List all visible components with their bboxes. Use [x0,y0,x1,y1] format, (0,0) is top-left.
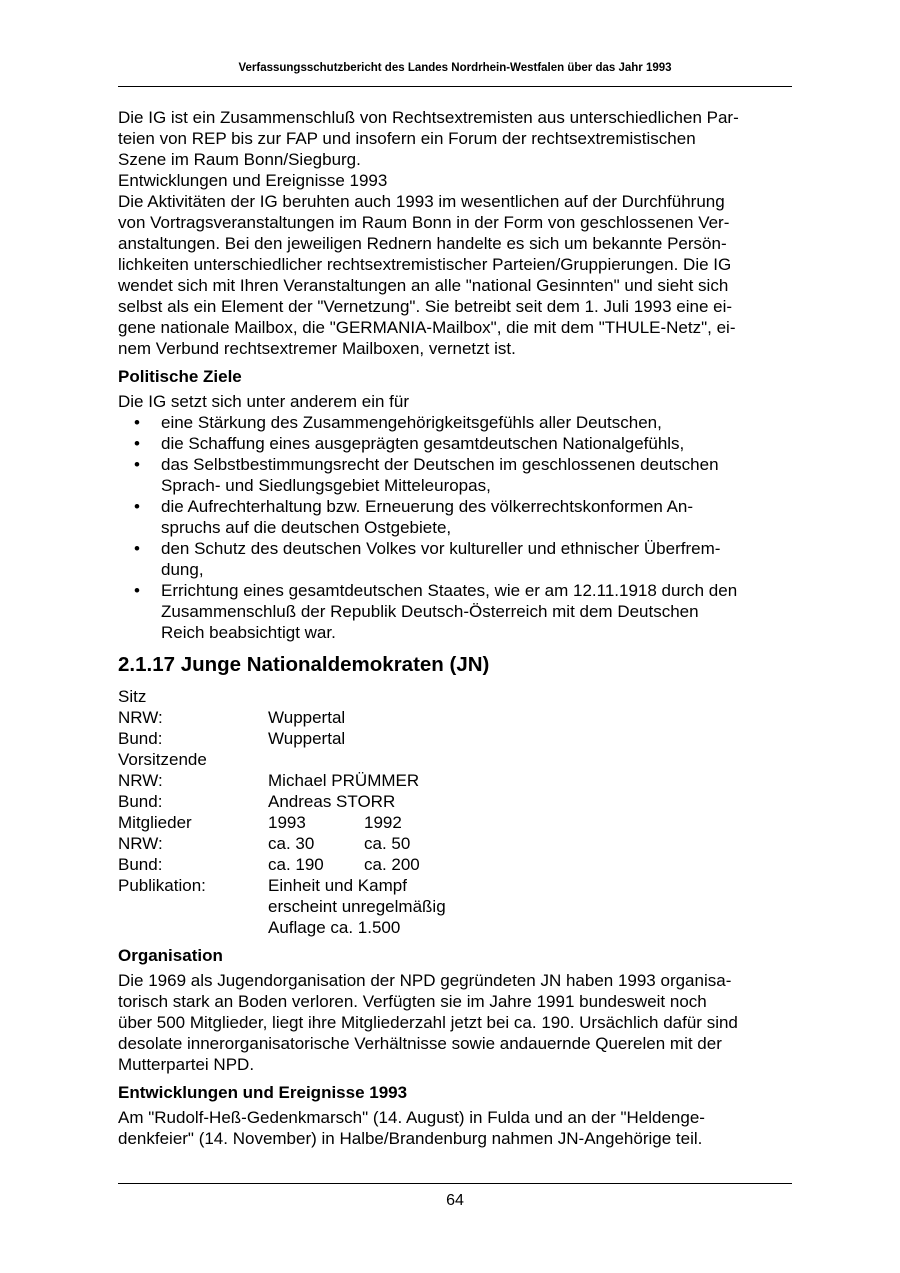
fact-value: Einheit und Kampf [268,876,407,895]
fact-value: ca. 30 [268,834,315,853]
ig-intro-paragraph [118,107,792,170]
fact-value: 1993 [268,813,306,832]
goals-intro: Die IG setzt sich unter anderem ein für [118,392,410,411]
fact-label: Bund: [118,729,163,748]
fact-value: Auflage ca. 1.500 [268,918,401,937]
text-line: die Aufrechterhaltung bzw. Erneuerung des völkerrechtskonformen An- [161,497,694,516]
table-row [118,770,792,791]
text-line: torisch stark an Boden verloren. Verfügten sie im Jahre 1991 bundesweit noch [118,992,707,1011]
list-item [134,580,792,643]
fact-label: Sitz [118,687,147,706]
fact-label: Mitglieder [118,813,192,832]
ig-events-heading: Entwicklungen und Ereignisse 1993 [118,171,388,190]
table-row [118,707,792,728]
jn-events-heading: Entwicklungen und Ereignisse 1993 [118,1083,408,1102]
fact-value: Wuppertal [268,708,346,727]
fact-label: NRW: [118,708,163,727]
text-line: denkfeier" (14. November) in Halbe/Brandenburg nahmen JN-Angehörige teil. [118,1129,703,1148]
text-line: spruchs auf die deutschen Ostgebiete, [161,518,452,537]
bullet-icon: • [134,581,140,600]
table-row [118,917,792,938]
header-rule [118,86,792,87]
text-line: Reich beabsichtigt war. [161,623,336,642]
text-line: Mutterpartei NPD. [118,1055,255,1074]
fact-value: erscheint unregelmäßig [268,897,446,916]
page-body [118,107,792,1149]
fact-label: NRW: [118,834,163,853]
footer-rule [118,1183,792,1184]
fact-value [268,749,364,770]
text-line: wendet sich mit Ihren Veranstaltungen an alle "national Gesinnten" und sieht sich [118,276,729,295]
fact-value-2: ca. 50 [364,834,411,853]
ig-events-paragraph [118,191,792,359]
table-row [118,875,792,896]
table-row [118,791,792,812]
fact-label: Vorsitzende [118,750,207,769]
goals-heading: Politische Ziele [118,367,242,386]
text-line: nem Verbund rechtsextremer Mailboxen, vernetzt ist. [118,339,516,358]
list-item [134,496,792,538]
fact-value: Wuppertal [268,729,346,748]
section-heading-jn: 2.1.17 Junge Nationaldemokraten (JN) [118,653,490,676]
text-line: Szene im Raum Bonn/Siegburg. [118,150,361,169]
table-row [118,812,792,833]
fact-value-2: ca. 200 [364,855,420,874]
table-row [118,833,792,854]
fact-label [118,896,268,917]
table-row [118,749,792,770]
bullet-icon: • [134,497,140,516]
text-line: Errichtung eines gesamtdeutschen Staates, wie er am 12.11.1918 durch den [161,581,738,600]
text-line: Sprach- und Siedlungsgebiet Mitteleuropas, [161,476,491,495]
text-line: desolate innerorganisatorische Verhältnisse sowie andauernde Querelen mit der [118,1034,722,1053]
goals-list [118,412,792,643]
text-line: die Schaffung eines ausgeprägten gesamtdeutschen Nationalgefühls, [161,434,685,453]
list-item [134,538,792,580]
text-line: dung, [161,560,204,579]
list-item [134,433,792,454]
list-item [134,412,792,433]
bullet-icon: • [134,434,140,453]
table-row [118,896,792,917]
fact-value [268,686,364,707]
text-line: das Selbstbestimmungsrecht der Deutschen im geschlossenen deutschen [161,455,719,474]
text-line: Die Aktivitäten der IG beruhten auch 1993 im wesentlichen auf der Durchführung [118,192,725,211]
table-row [118,686,792,707]
running-header: Verfassungsschutzbericht des Landes Nordrhein-Westfalen über das Jahr 1993 [238,62,672,74]
fact-label [118,917,268,938]
text-line: eine Stärkung des Zusammengehörigkeitsgefühls aller Deutschen, [161,413,662,432]
organisation-paragraph [118,970,792,1075]
table-row [118,854,792,875]
organisation-heading: Organisation [118,946,223,965]
fact-value-2: 1992 [364,813,402,832]
text-line: anstaltungen. Bei den jeweiligen Rednern handelte es sich um bekannte Persön- [118,234,727,253]
list-item [134,454,792,496]
text-line: teien von REP bis zur FAP und insofern ein Forum der rechtsextremistischen [118,129,696,148]
fact-label: Bund: [118,855,163,874]
text-line: den Schutz des deutschen Volkes vor kultureller und ethnischer Überfrem- [161,539,721,558]
fact-label: NRW: [118,771,163,790]
table-row [118,728,792,749]
fact-value: Andreas STORR [268,792,396,811]
text-line: lichkeiten unterschiedlicher rechtsextremistischer Parteien/Gruppierungen. Die IG [118,255,732,274]
page-number: 64 [446,1192,464,1209]
text-line: Zusammenschluß der Republik Deutsch-Österreich mit dem Deutschen [161,602,699,621]
bullet-icon: • [134,539,140,558]
fact-value: Michael PRÜMMER [268,771,420,790]
text-line: Die IG ist ein Zusammenschluß von Rechtsextremisten aus unterschiedlichen Par- [118,108,739,127]
text-line: Am "Rudolf-Heß-Gedenkmarsch" (14. August) in Fulda und an der "Heldenge- [118,1108,705,1127]
text-line: von Vortragsveranstaltungen im Raum Bonn in der Form von geschlossenen Ver- [118,213,730,232]
text-line: Die 1969 als Jugendorganisation der NPD gegründeten JN haben 1993 organisa- [118,971,732,990]
fact-label: Publikation: [118,876,206,895]
jn-events-paragraph [118,1107,792,1149]
text-line: gene nationale Mailbox, die "GERMANIA-Mailbox", die mit dem "THULE-Netz", ei- [118,318,736,337]
text-line: über 500 Mitglieder, liegt ihre Mitgliederzahl jetzt bei ca. 190. Ursächlich dafür sind [118,1013,738,1032]
fact-label: Bund: [118,792,163,811]
fact-value: ca. 190 [268,855,324,874]
bullet-icon: • [134,413,140,432]
text-line: selbst als ein Element der "Vernetzung". Sie betreibt seit dem 1. Juli 1993 eine ei- [118,297,733,316]
jn-facts-table [118,686,792,938]
bullet-icon: • [134,455,140,474]
